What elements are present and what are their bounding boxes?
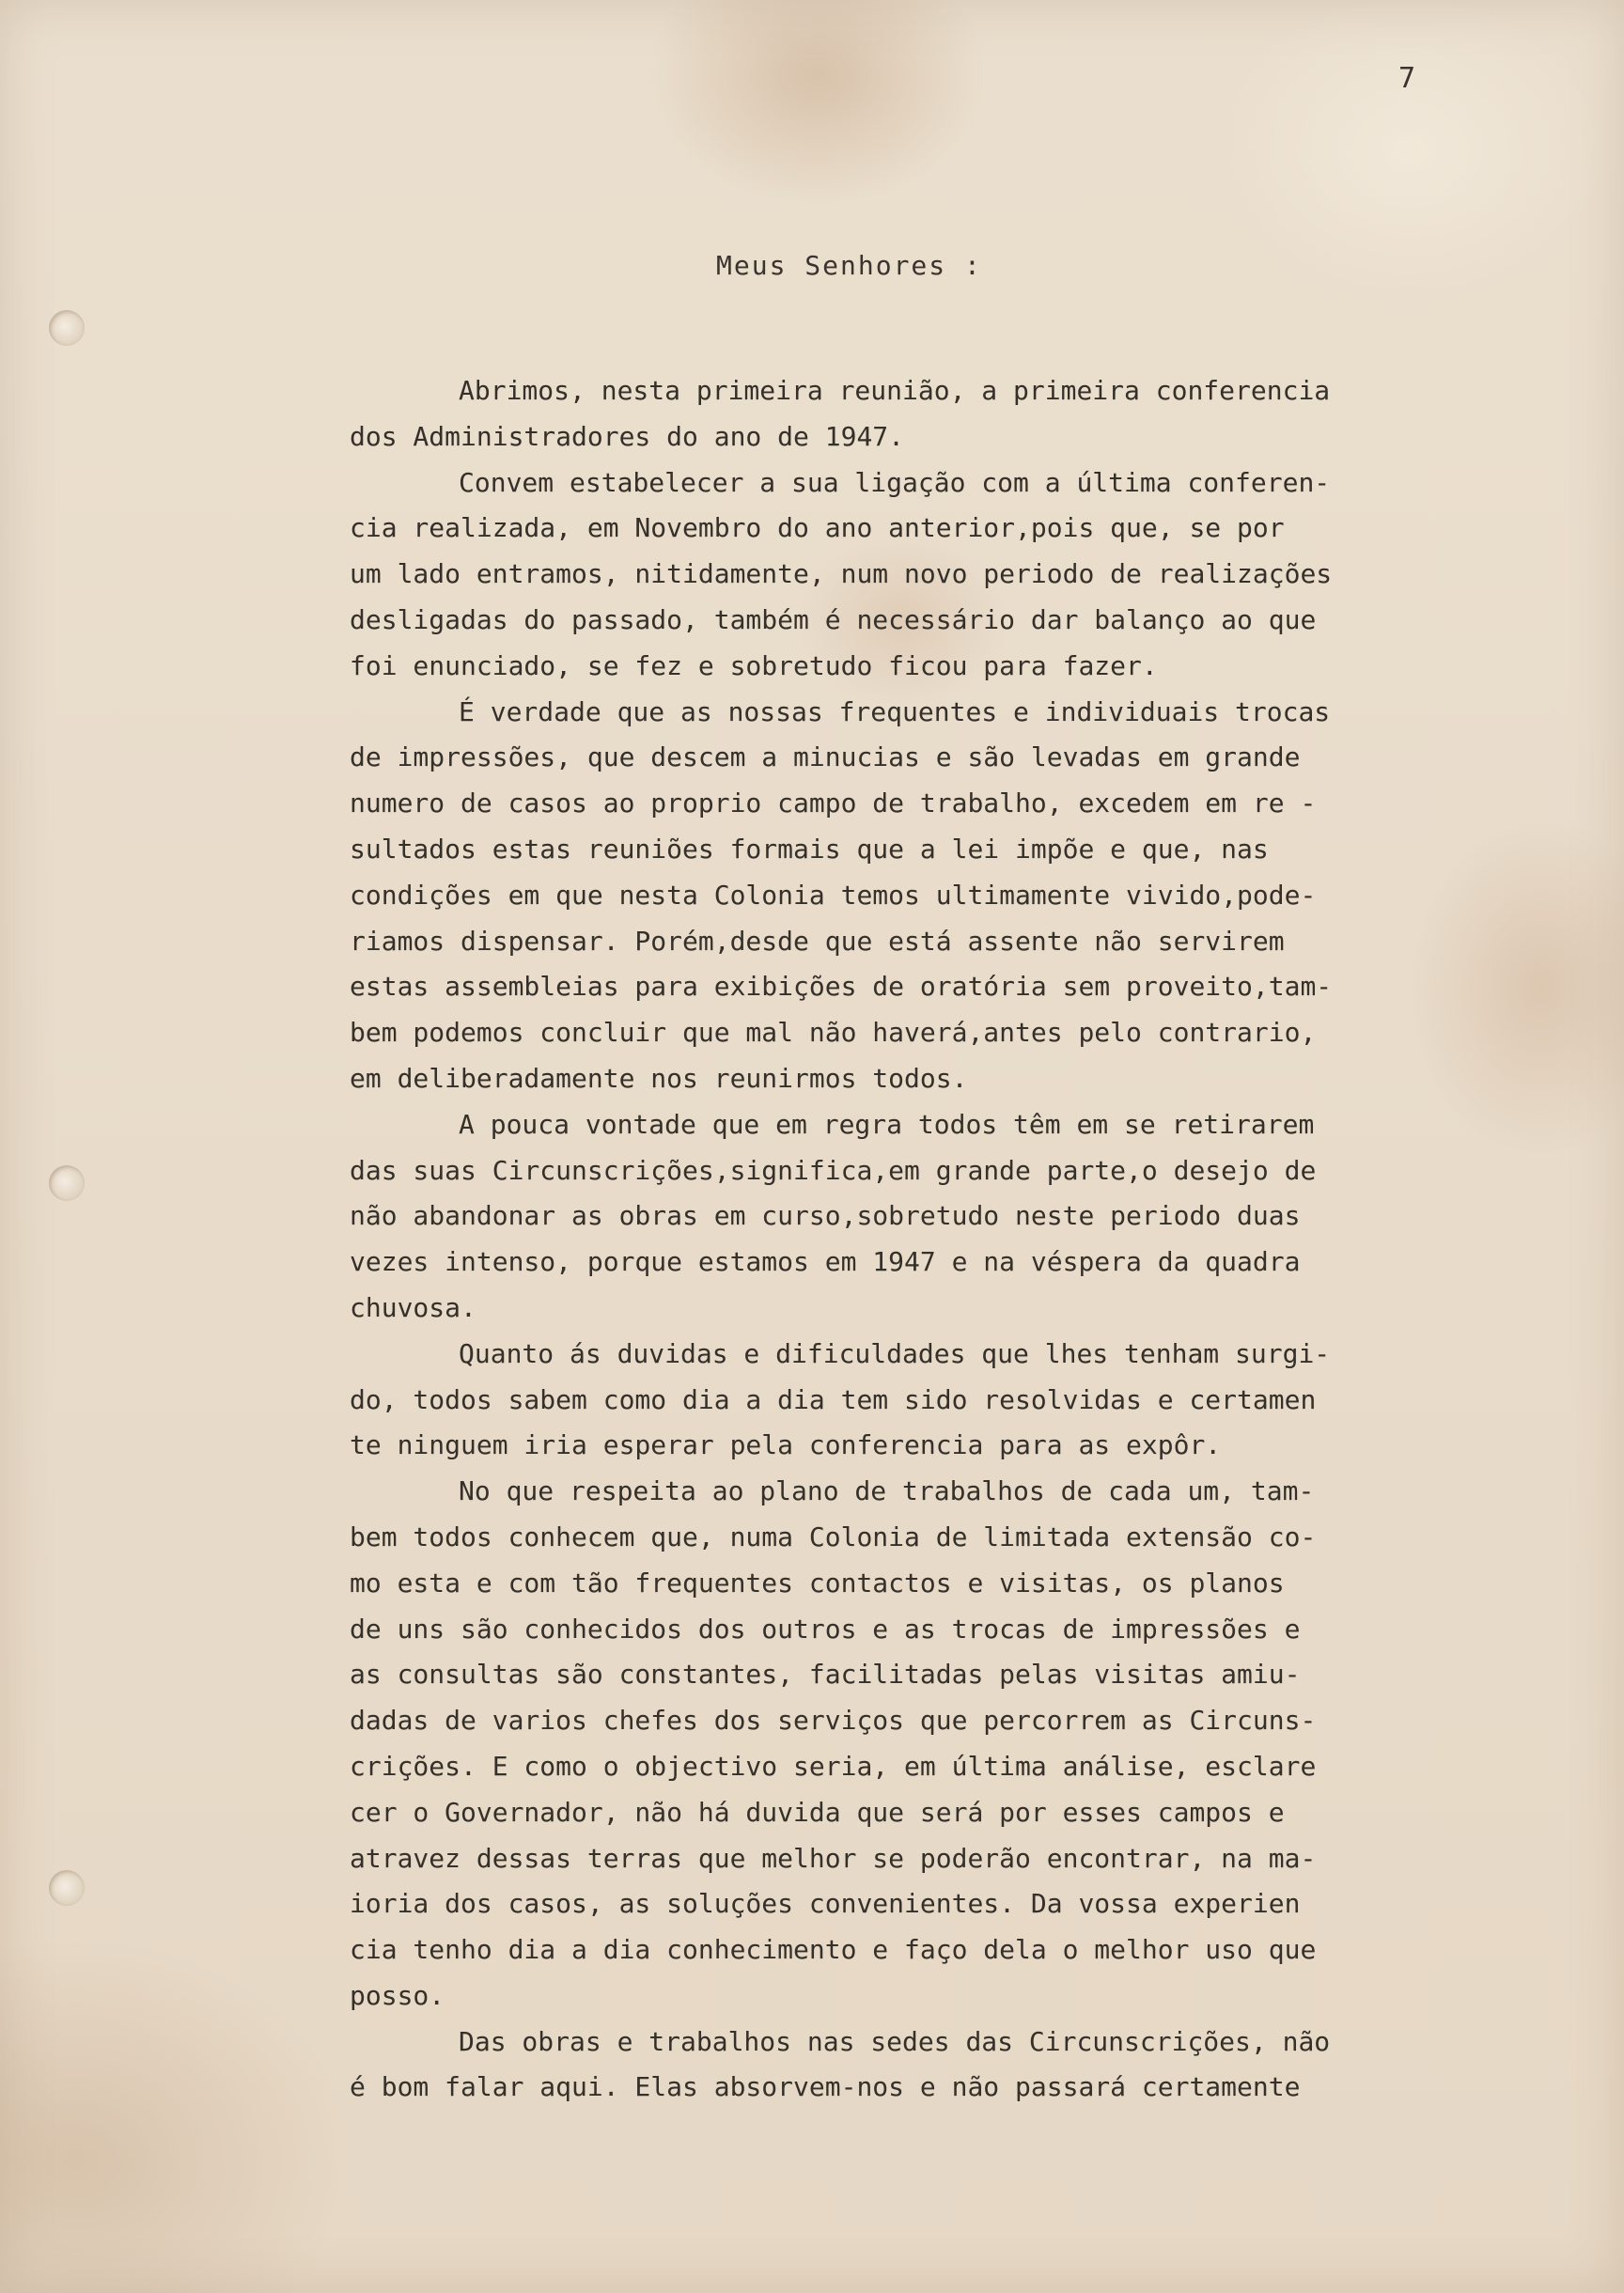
text-line: Das obras e trabalhos nas sedes das Circunscrições, não (459, 2025, 1331, 2057)
text-line: riamos dispensar. Porém,desde que está assente não servirem (350, 925, 1285, 957)
text-line: ioria dos casos, as soluções convenientes. Da vossa experien (350, 1888, 1301, 1920)
text-line: de uns são conhecidos dos outros e as trocas de impressões e (350, 1613, 1301, 1645)
punch-hole (49, 1870, 85, 1906)
text-line: um lado entramos, nitidamente, num novo periodo de realizações (350, 558, 1333, 590)
text-line: bem todos conhecem que, numa Colonia de limitada extensão co- (350, 1521, 1317, 1552)
text-line: foi enunciado, se fez e sobretudo ficou para fazer. (350, 649, 1158, 681)
text-line: estas assembleias para exibições de oratória sem proveito,tam- (350, 971, 1333, 1003)
punch-hole (49, 1165, 85, 1201)
text-line: Abrimos, nesta primeira reunião, a primeira conferencia (459, 375, 1331, 406)
text-line: cia tenho dia a dia conhecimento e faço dela o melhor uso que (350, 1934, 1317, 1966)
text-line: vezes intenso, porque estamos em 1947 e na véspera da quadra (350, 1246, 1301, 1278)
page-number: 7 (1398, 62, 1416, 95)
text-line: posso. (350, 1979, 445, 2011)
text-line: te ninguem iria esperar pela conferencia para as expôr. (350, 1429, 1222, 1461)
text-line: desligadas do passado, também é necessário dar balanço ao que (350, 603, 1317, 635)
text-line: cer o Governador, não há duvida que será por esses campos e (350, 1796, 1285, 1828)
text-line: atravez dessas terras que melhor se poderão encontrar, na ma- (350, 1842, 1317, 1874)
body-text (350, 368, 1506, 2111)
salutation-heading: Meus Senhores : (716, 250, 982, 281)
text-line: dos Administradores do ano de 1947. (350, 420, 905, 452)
text-line: A pouca vontade que em regra todos têm em se retirarem (459, 1108, 1315, 1140)
text-line: crições. E como o objectivo seria, em última análise, esclare (350, 1750, 1317, 1782)
text-line: cia realizada, em Novembro do ano anterior,pois que, se por (350, 512, 1285, 544)
text-line: as consultas são constantes, facilitadas pelas visitas amiu- (350, 1659, 1301, 1691)
text-line: de impressões, que descem a minucias e são levadas em grande (350, 741, 1301, 773)
text-line: É verdade que as nossas frequentes e individuais trocas (459, 695, 1331, 727)
text-line: em deliberadamente nos reunirmos todos. (350, 1062, 968, 1094)
text-line: Convem estabelecer a sua ligação com a última conferen- (459, 466, 1331, 498)
text-line: do, todos sabem como dia a dia tem sido resolvidas e certamen (350, 1383, 1317, 1415)
text-line: mo esta e com tão frequentes contactos e visitas, os planos (350, 1567, 1285, 1599)
text-line: condições em que nesta Colonia temos ultimamente vivido,pode- (350, 879, 1317, 911)
text-line: é bom falar aqui. Elas absorvem-nos e não passará certamente (350, 2071, 1301, 2103)
text-line: das suas Circunscrições,significa,em grande parte,o desejo de (350, 1154, 1317, 1186)
text-line: não abandonar as obras em curso,sobretudo neste periodo duas (350, 1200, 1301, 1232)
text-line: No que respeita ao plano de trabalhos de cada um, tam- (459, 1475, 1315, 1507)
text-line: bem podemos concluir que mal não haverá,antes pelo contrario, (350, 1017, 1317, 1049)
text-line: numero de casos ao proprio campo de trabalho, excedem em re - (350, 788, 1317, 819)
text-line: sultados estas reuniões formais que a lei impõe e que, nas (350, 833, 1269, 865)
text-line: Quanto ás duvidas e dificuldades que lhes tenham surgi- (459, 1337, 1331, 1369)
text-line: chuvosa. (350, 1291, 476, 1323)
text-line: dadas de varios chefes dos serviços que percorrem as Circuns- (350, 1705, 1317, 1737)
punch-hole (49, 310, 85, 346)
